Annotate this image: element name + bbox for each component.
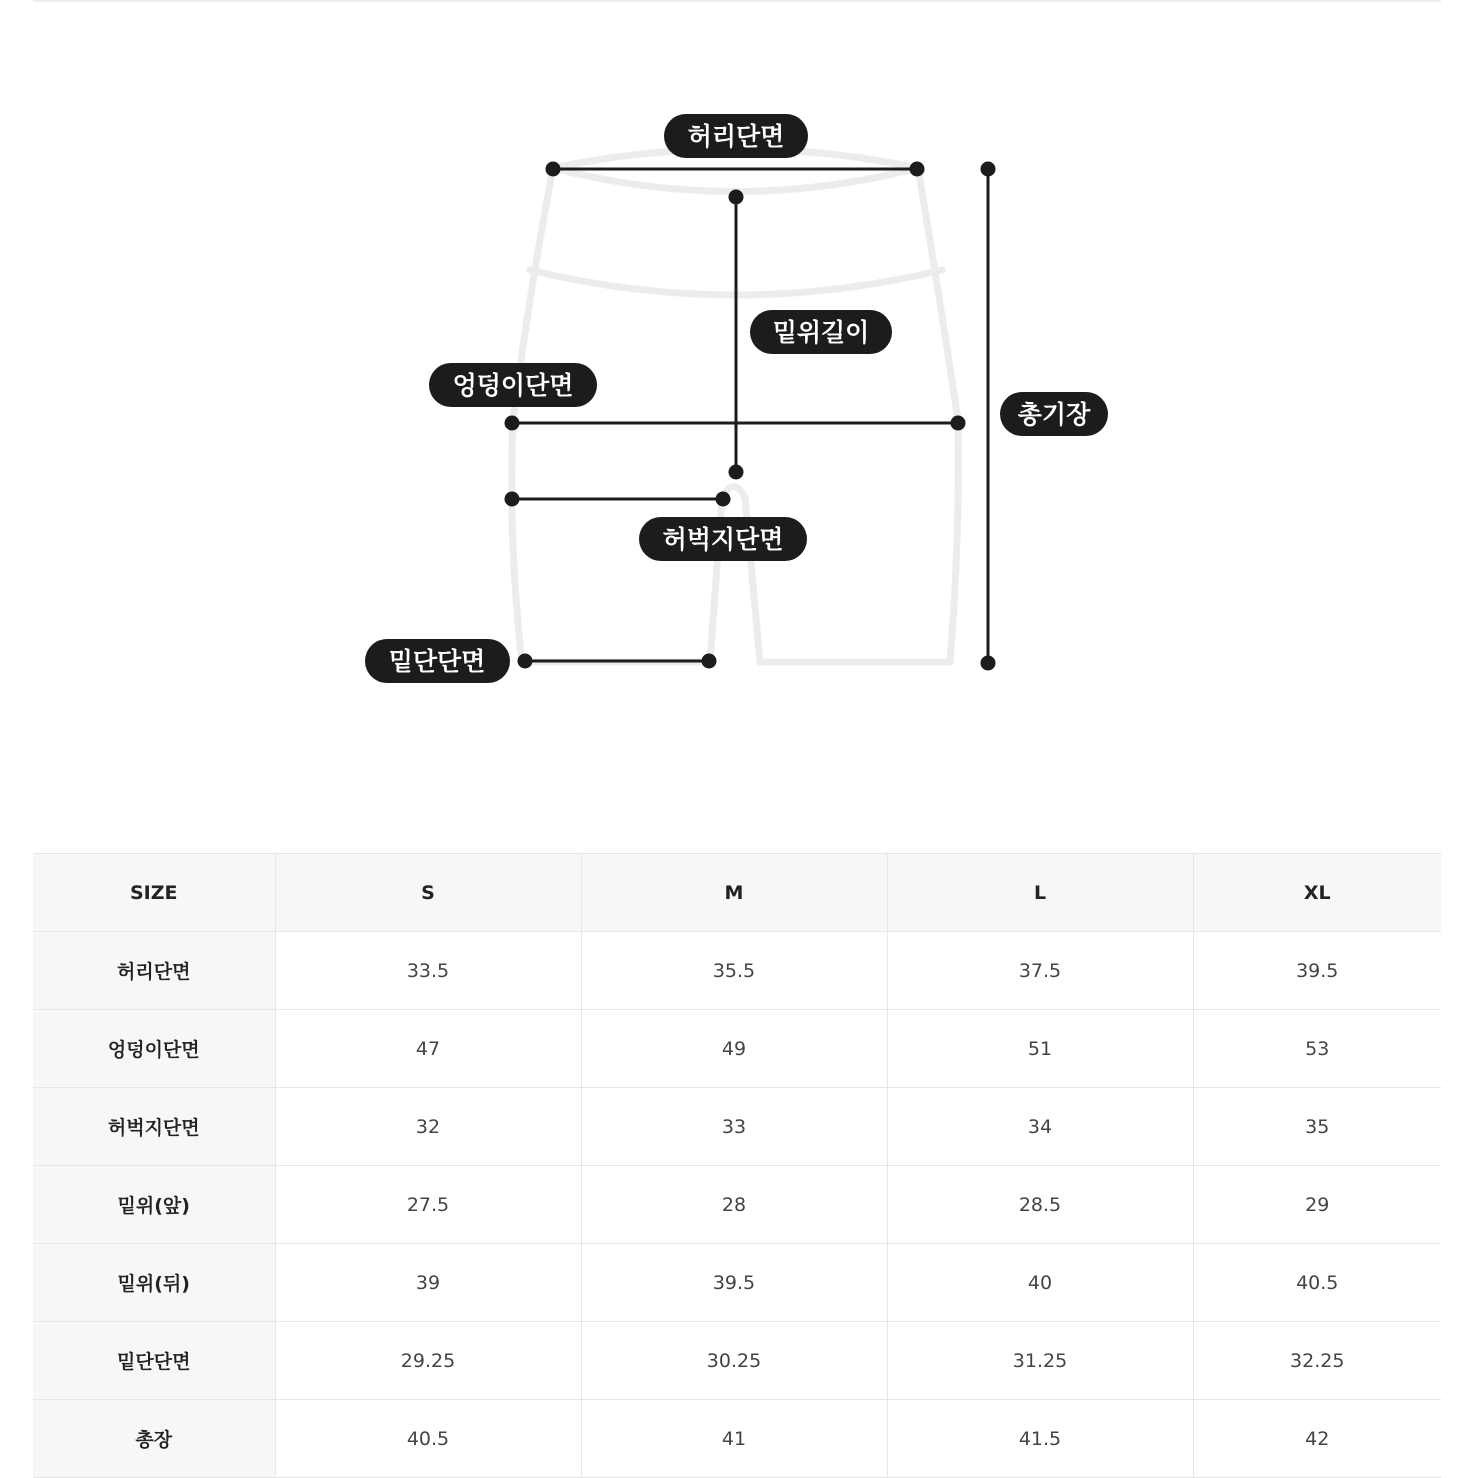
table-cell: 33.5	[275, 932, 581, 1010]
total-bottom-dot	[982, 657, 994, 669]
label-waist	[664, 114, 808, 158]
waist-right-dot	[911, 163, 923, 175]
measure-lines	[506, 163, 994, 669]
table-cell: 40	[887, 1244, 1193, 1322]
row-label: 밑위(앞)	[33, 1166, 275, 1244]
table-row	[33, 1244, 1441, 1322]
table-cell: 39.5	[581, 1244, 887, 1322]
hip-left-dot	[506, 417, 518, 429]
label-hem-text: 밑단단면	[388, 647, 486, 676]
table-cell: 41	[581, 1400, 887, 1478]
table-row	[33, 1322, 1441, 1400]
table-cell: 47	[275, 1010, 581, 1088]
label-rise-text: 밑위길이	[772, 318, 870, 347]
table-cell: 29	[1193, 1166, 1441, 1244]
table-cell: 35.5	[581, 932, 887, 1010]
label-hem	[365, 639, 510, 683]
label-thigh	[639, 517, 807, 561]
table-cell: 28.5	[887, 1166, 1193, 1244]
column-header: XL	[1193, 854, 1441, 932]
thigh-left-dot	[506, 493, 518, 505]
table-cell: 28	[581, 1166, 887, 1244]
table-cell: 40.5	[275, 1400, 581, 1478]
row-label: 밑단단면	[33, 1322, 275, 1400]
table-cell: 35	[1193, 1088, 1441, 1166]
label-total-length-text: 총기장	[1017, 400, 1091, 429]
row-label: 밑위(뒤)	[33, 1244, 275, 1322]
column-header: SIZE	[33, 854, 275, 932]
label-hip-text: 엉덩이단면	[452, 371, 574, 400]
table-cell: 30.25	[581, 1322, 887, 1400]
table-cell: 34	[887, 1088, 1193, 1166]
total-top-dot	[982, 163, 994, 175]
column-header: L	[887, 854, 1193, 932]
table-cell: 40.5	[1193, 1244, 1441, 1322]
table-cell: 27.5	[275, 1166, 581, 1244]
rise-top-dot	[730, 191, 742, 203]
row-label: 허벅지단면	[33, 1088, 275, 1166]
table-cell: 49	[581, 1010, 887, 1088]
table-cell: 37.5	[887, 932, 1193, 1010]
table-header-row	[33, 854, 1441, 932]
label-waist-text: 허리단면	[687, 122, 785, 151]
table-row	[33, 932, 1441, 1010]
table-cell: 32.25	[1193, 1322, 1441, 1400]
table-cell: 39.5	[1193, 932, 1441, 1010]
hem-left-dot	[519, 655, 531, 667]
table-cell: 51	[887, 1010, 1193, 1088]
label-thigh-text: 허벅지단면	[662, 525, 784, 554]
label-total-length	[1000, 392, 1108, 436]
table-cell: 32	[275, 1088, 581, 1166]
hem-right-dot	[703, 655, 715, 667]
row-label: 허리단면	[33, 932, 275, 1010]
table-row	[33, 1088, 1441, 1166]
table-cell: 39	[275, 1244, 581, 1322]
label-rise	[750, 310, 892, 354]
row-label: 총장	[33, 1400, 275, 1478]
table-cell: 41.5	[887, 1400, 1193, 1478]
waist-left-dot	[547, 163, 559, 175]
hip-right-dot	[952, 417, 964, 429]
thigh-right-dot	[717, 493, 729, 505]
column-header: S	[275, 854, 581, 932]
label-hip	[429, 363, 597, 407]
table-cell: 53	[1193, 1010, 1441, 1088]
table-cell: 31.25	[887, 1322, 1193, 1400]
rise-bottom-dot	[730, 466, 742, 478]
table-cell: 42	[1193, 1400, 1441, 1478]
table-cell: 33	[581, 1088, 887, 1166]
size-table	[33, 853, 1441, 1478]
table-row	[33, 1010, 1441, 1088]
table-row	[33, 1400, 1441, 1478]
table-cell: 29.25	[275, 1322, 581, 1400]
row-label: 엉덩이단면	[33, 1010, 275, 1088]
table-row	[33, 1166, 1441, 1244]
column-header: M	[581, 854, 887, 932]
